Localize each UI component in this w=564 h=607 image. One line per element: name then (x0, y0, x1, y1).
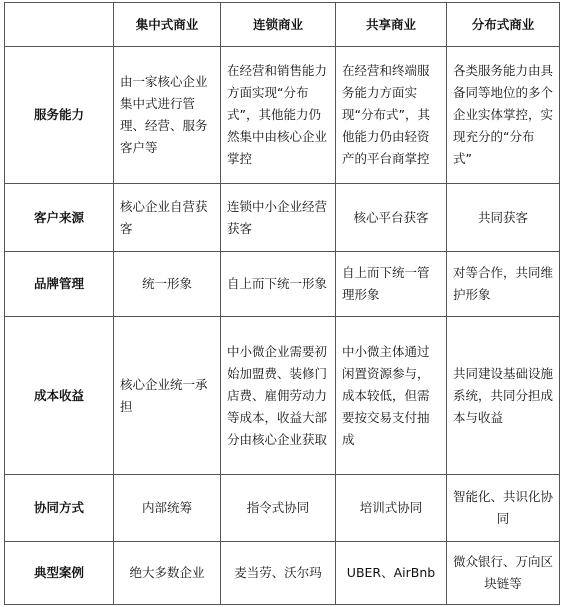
table-row (5, 47, 560, 184)
row-label: 典型案例 (5, 542, 114, 605)
table-cell: 培训式协同 (336, 475, 447, 542)
table-cell: 各类服务能力由具备同等地位的多个企业实体掌控，实现充分的“分布式” (447, 47, 560, 184)
table-cell: 在经营和终端服务能力方面实现“分布式”，其他能力仍由轻资产的平台商掌控 (336, 47, 447, 184)
column-header-distributed: 分布式商业 (447, 3, 560, 47)
table-cell: UBER、AirBnb (336, 542, 447, 605)
header-row (5, 3, 560, 47)
table-row (5, 542, 560, 605)
table-cell: 麦当劳、沃尔玛 (221, 542, 336, 605)
table-cell: 内部统筹 (114, 475, 221, 542)
table-cell: 由一家核心企业集中式进行管理、经营、服务客户等 (114, 47, 221, 184)
table-cell: 核心平台获客 (336, 184, 447, 252)
corner-cell (5, 3, 114, 47)
table-cell: 指令式协同 (221, 475, 336, 542)
table-cell: 共同建设基础设施系统，共同分担成本与收益 (447, 317, 560, 475)
table-cell: 中小微主体通过闲置资源参与，成本较低，但需要按交易支付抽成 (336, 317, 447, 475)
table-cell: 连锁中小企业经营获客 (221, 184, 336, 252)
table-row (5, 317, 560, 475)
table-cell: 绝大多数企业 (114, 542, 221, 605)
table-cell: 自上而下统一形象 (221, 252, 336, 317)
table-cell: 统一形象 (114, 252, 221, 317)
table-cell: 在经营和销售能力方面实现“分布式”，其他能力仍然集中由核心企业掌控 (221, 47, 336, 184)
table-cell: 中小微企业需要初始加盟费、装修门店费、雇佣劳动力等成本，收益大部分由核心企业获取 (221, 317, 336, 475)
row-label: 协同方式 (5, 475, 114, 542)
table-cell: 核心企业统一承担 (114, 317, 221, 475)
column-header-chain: 连锁商业 (221, 3, 336, 47)
table-cell: 核心企业自营获客 (114, 184, 221, 252)
column-header-centralized: 集中式商业 (114, 3, 221, 47)
row-label: 成本收益 (5, 317, 114, 475)
table-cell: 智能化、共识化协同 (447, 475, 560, 542)
row-label: 客户来源 (5, 184, 114, 252)
table-row (5, 184, 560, 252)
table-cell: 共同获客 (447, 184, 560, 252)
row-label: 品牌管理 (5, 252, 114, 317)
comparison-table (4, 2, 560, 605)
column-header-sharing: 共享商业 (336, 3, 447, 47)
table-cell: 对等合作，共同维护形象 (447, 252, 560, 317)
table-row (5, 475, 560, 542)
table-cell: 微众银行、万向区块链等 (447, 542, 560, 605)
row-label: 服务能力 (5, 47, 114, 184)
table-row (5, 252, 560, 317)
table-cell: 自上而下统一管理形象 (336, 252, 447, 317)
